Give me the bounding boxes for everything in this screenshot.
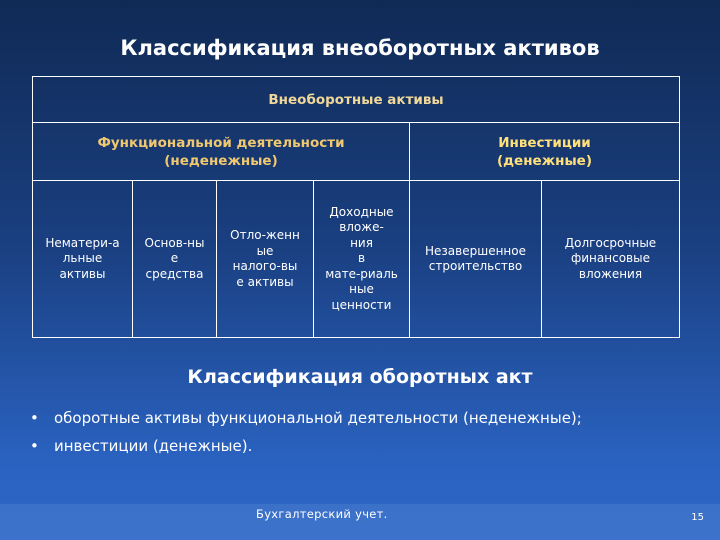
bullet-item	[30, 432, 582, 460]
item-line: Основ-ны	[144, 235, 205, 250]
item-line: в	[357, 251, 366, 266]
table-header: Внеоборотные активы	[268, 91, 444, 108]
page-number: 15	[691, 512, 704, 523]
item-fixed-assets	[133, 181, 216, 337]
item-line: активы	[59, 266, 106, 281]
item-line: налого-вы	[232, 259, 298, 273]
bullet-icon: •	[30, 437, 39, 455]
group-investments	[410, 123, 679, 180]
item-line: строительство	[428, 259, 523, 273]
item-line: вложе-	[339, 220, 384, 235]
item-line: Незавершенное	[425, 243, 526, 258]
item-line: ые	[256, 243, 274, 258]
bullet-text: оборотные активы функциональной деятельности (неденежные);	[54, 409, 582, 427]
item-line: ния	[350, 235, 373, 250]
item-intangible-assets	[33, 181, 132, 337]
group-investments-line1: Инвестиции	[498, 134, 591, 151]
item-income-investments	[314, 181, 409, 337]
bullet-text: инвестиции (денежные).	[54, 437, 253, 455]
item-line: е	[170, 251, 179, 266]
bullet-icon: •	[30, 409, 39, 427]
item-line: мате-риаль	[325, 266, 398, 281]
item-line: ценности	[331, 297, 392, 312]
group-functional-line1: Функциональной деятельности	[97, 134, 345, 151]
item-line: финансовые	[571, 251, 650, 266]
item-line: вложения	[578, 266, 643, 281]
slide-title: Классификация внеоборотных активов	[120, 36, 600, 60]
group-investments-line2: (денежные)	[496, 152, 592, 169]
item-line: Отло-женн	[230, 228, 300, 242]
item-line: льные	[62, 251, 103, 266]
group-functional	[33, 123, 409, 180]
section-subtitle: Классификация оборотных акт	[187, 366, 533, 388]
bullet-item	[30, 404, 582, 432]
item-line: Нематери-а	[45, 235, 120, 250]
item-construction-in-progress	[410, 181, 541, 337]
group-functional-line2: (неденежные)	[164, 152, 278, 169]
bullet-list	[30, 404, 582, 460]
item-deferred-tax-assets	[217, 181, 313, 337]
classification-table	[32, 76, 680, 338]
item-line: е активы	[236, 274, 294, 289]
item-line: ные	[349, 282, 374, 297]
item-long-term-investments	[542, 181, 679, 337]
item-line: Долгосрочные	[564, 235, 657, 250]
item-line: средства	[145, 266, 204, 281]
item-line: Доходные	[329, 204, 394, 219]
footer-text: Бухгалтерский учет.	[256, 507, 388, 521]
